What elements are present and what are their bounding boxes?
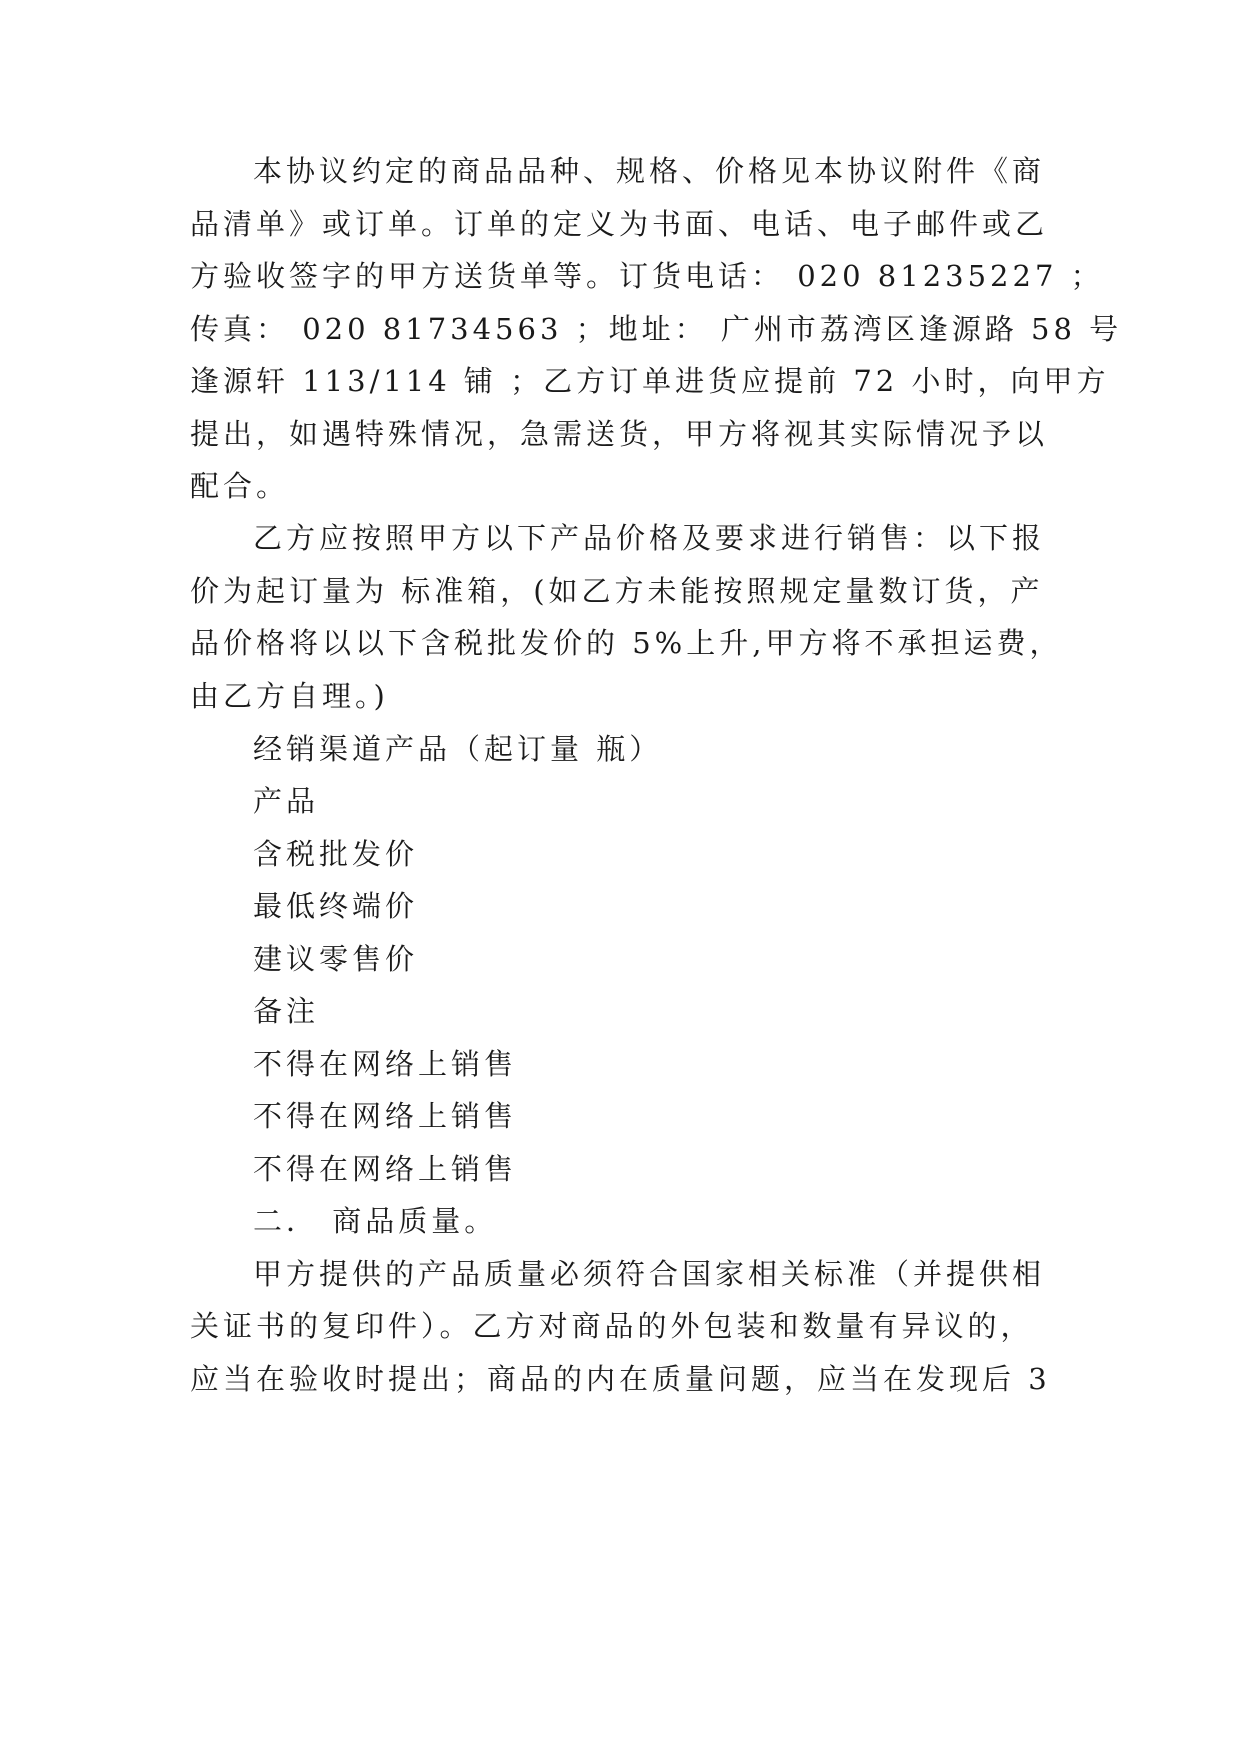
list-item: 备注 xyxy=(253,994,320,1028)
paragraph-line: 应当在验收时提出；商品的内在质量问题，应当在发现后 3 xyxy=(190,1362,1051,1396)
paragraph-line: 品价格将以以下含税批发价的 5%上升,甲方将不承担运费， xyxy=(190,626,1063,660)
paragraph-line: 价为起订量为 标准箱，(如乙方未能按照规定量数订货，产 xyxy=(190,574,1044,608)
paragraph-line: 传真： 020 81734563 ；地址： 广州市荔湾区逢源路 58 号 xyxy=(190,312,1123,346)
paragraph-line: 逢源轩 113/114 铺 ；乙方订单进货应提前 72 小时，向甲方 xyxy=(190,364,1110,398)
paragraph-line: 乙方应按照甲方以下产品价格及要求进行销售：以下报 xyxy=(253,521,1046,555)
list-item: 最低终端价 xyxy=(253,889,419,923)
list-item: 不得在网络上销售 xyxy=(253,1099,518,1133)
paragraph-line: 方验收签字的甲方送货单等。订货电话： 020 81235227 ； xyxy=(190,259,1104,293)
list-item: 不得在网络上销售 xyxy=(253,1152,518,1186)
list-item: 含税批发价 xyxy=(253,837,419,871)
paragraph-line: 关证书的复印件）。乙方对商品的外包装和数量有异议的， xyxy=(190,1309,1034,1343)
paragraph-line: 甲方提供的产品质量必须符合国家相关标准（并提供相 xyxy=(253,1257,1046,1291)
paragraph-line: 配合。 xyxy=(190,469,290,503)
paragraph-line: 品清单》或订单。订单的定义为书面、电话、电子邮件或乙 xyxy=(190,207,1049,241)
list-item: 经销渠道产品（起订量 瓶） xyxy=(253,732,663,766)
paragraph-line: 提出，如遇特殊情况，急需送货，甲方将视其实际情况予以 xyxy=(190,417,1049,451)
list-item: 不得在网络上销售 xyxy=(253,1047,518,1081)
section-heading: 二． 商品质量。 xyxy=(253,1204,498,1238)
paragraph-line: 本协议约定的商品品种、规格、价格见本协议附件《商 xyxy=(253,154,1046,188)
list-item: 产品 xyxy=(253,784,320,818)
list-item: 建议零售价 xyxy=(253,942,419,976)
paragraph-line: 由乙方自理。) xyxy=(190,679,389,713)
